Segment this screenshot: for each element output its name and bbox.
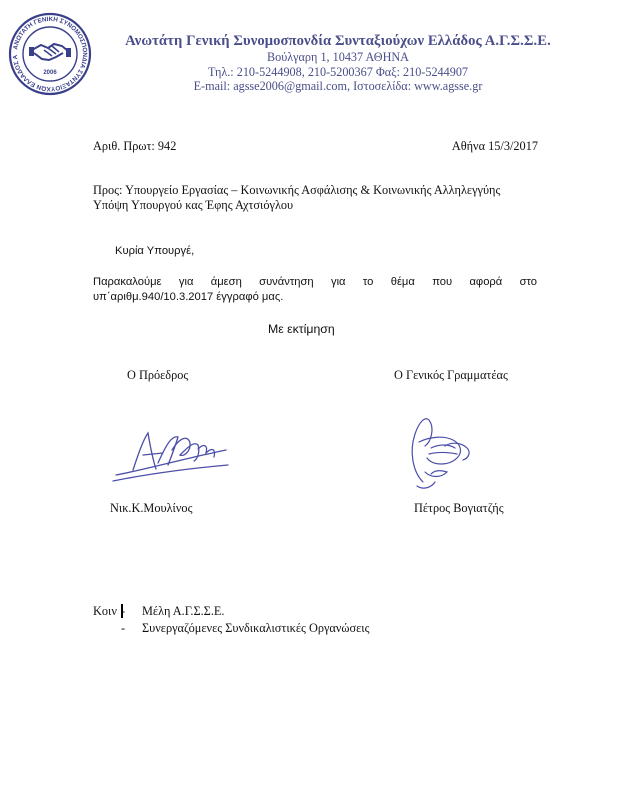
secretary-title: Ο Γενικός Γραμματέας (394, 368, 508, 382)
protocol-number: Αριθ. Πρωτ: 942 (93, 139, 177, 153)
organization-name: Ανωτάτη Γενική Συνομοσπονδία Συνταξιούχων Ελλάδος Α.Γ.Σ.Σ.Ε. (125, 33, 551, 49)
logo-year: 2006 (43, 70, 57, 76)
secretary-name: Πέτρος Βογιατζής (414, 501, 504, 515)
cc-recipient: Συνεργαζόμενες Συνδικαλιστικές Οργανώσεις (142, 621, 370, 635)
closing: Με εκτίμηση (268, 322, 335, 336)
president-name: Νικ.Κ.Μουλίνος (110, 501, 193, 515)
secretary-signature (401, 412, 479, 494)
president-title: Ο Πρόεδρος (127, 368, 189, 382)
organization-contact: E-mail: agsse2006@gmail.com, Ιστοσελίδα: www.agsse.gr (193, 79, 483, 93)
letter-date: Αθήνα 15/3/2017 (451, 139, 538, 153)
body-line-2: υπ΄αριθμ.940/10.3.2017 έγγραφό μας. (93, 291, 284, 303)
body-line-1: Παρακαλούμε για άμεση συνάντηση για το θέμα που αφορά στο (93, 276, 537, 288)
logo-ring-text: ΑΝΩΤΑΤΗ ΓΕΝΙΚΗ ΣΥΝΟΜΟΣΠΟΝΔΙΑ ΣΥΝΤΑΞΙΟΥΧΩΝ ΕΛΛΑΔΟΣ Α (11, 15, 89, 93)
president-signature (108, 425, 233, 485)
cc-recipient: Μέλη Α.Γ.Σ.Σ.Ε. (142, 604, 225, 618)
salutation: Κυρία Υπουργέ, (115, 245, 195, 257)
recipient-attention-line: Υπόψη Υπουργού κας Έφης Αχτσιόγλου (93, 198, 294, 212)
organization-phone: Τηλ.: 210-5244908, 210-5200367 Φαξ: 210-5244907 (207, 65, 469, 79)
cc-bullet-dash: - (121, 604, 126, 618)
recipient-line: Προς: Υπουργείο Εργασίας – Κοινωνικής Ασφάλισης & Κοινωνικής Αλληλεγγύης (93, 183, 501, 197)
organization-address: Βούλγαρη 1, 10437 ΑΘΗΝΑ (267, 50, 409, 64)
handshake-icon (29, 44, 71, 60)
cc-label: Κοιν (93, 604, 117, 618)
cc-bullet-dash: - (121, 621, 126, 635)
organization-logo (8, 12, 92, 96)
